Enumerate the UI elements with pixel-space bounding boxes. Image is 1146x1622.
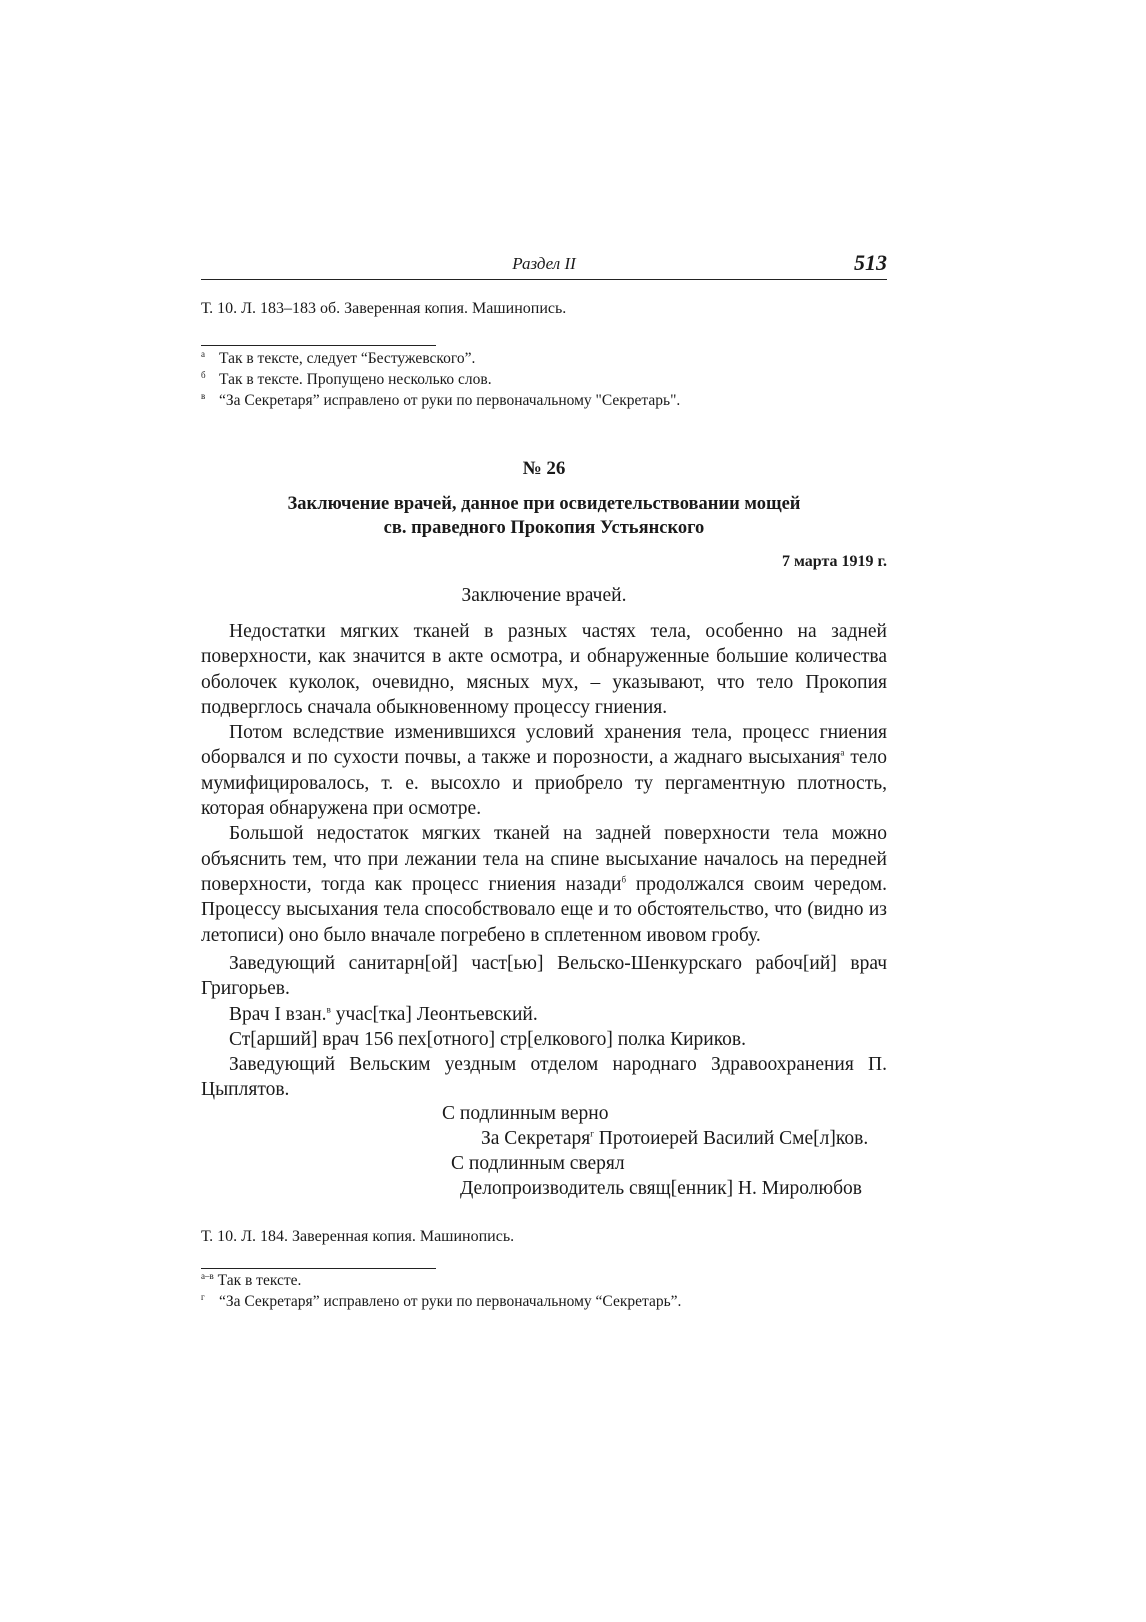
previous-footnotes [201, 348, 680, 411]
footnotes [201, 1270, 681, 1312]
footnote-rule [201, 1268, 436, 1269]
paragraph-text: продолжался своим чередом. Процессу высыхания тела способствовало еще и то обстоятельство, что (видно из летописи) оно было вначале погребено в сплетенном ивовом гробу. [201, 873, 887, 946]
certification-line: С подлинным сверял [451, 1153, 625, 1174]
document-body [201, 619, 887, 948]
paragraph [201, 720, 887, 821]
footnote-ref: г [590, 1128, 594, 1139]
certification-line: Делопроизводитель свящ[енник] Н. Миролюбов [460, 1178, 862, 1199]
document-title [201, 492, 887, 540]
footnote [201, 1270, 681, 1291]
signatories [201, 951, 887, 1103]
footnote-ref: б [621, 874, 627, 885]
signatory-text: Врач I взан. [229, 1003, 327, 1025]
certification-line [481, 1126, 868, 1151]
document-date: 7 марта 1919 г. [782, 553, 887, 570]
paragraph-text: Потом вследствие изменившихся условий хранения тела, процесс гниения оборвался и по сухости почвы, а также и порозности, а жаднаго высыхания [201, 722, 887, 769]
signatory: Заведующий санитарн[ой] част[ью] Вельско-Шенкурскаго рабоч[ий] врач Григорьев. [201, 953, 887, 1000]
signatory: Заведующий Вельским уездным отделом народнаго Здравоохранения П. Цыплятов. [201, 1054, 887, 1101]
footnote-text: “За Секретаря” исправлено от руки по первоначальному "Секретарь". [219, 392, 681, 409]
source-note: Т. 10. Л. 184. Заверенная копия. Машинопись. [201, 1228, 515, 1245]
header-rule [201, 279, 887, 280]
footnote-text: Так в тексте, следует “Бестужевского”. [219, 350, 476, 367]
document-subtitle: Заключение врачей. [461, 585, 627, 606]
footnote-ref: в [326, 1004, 331, 1015]
footnote-text: Так в тексте. [217, 1272, 302, 1289]
footnote-ref: а [840, 747, 845, 758]
section-title: Раздел II [512, 254, 576, 273]
paragraph: Недостатки мягких тканей в разных частях тела, особенно на задней поверхности, как значится в акте осмотра, и обнаруженные большие количества оболочек куколок, очевидно, мясных мух, – указывают, что тело Прокопия подверглось сначала обыкновенному процессу гниения. [201, 621, 887, 718]
previous-source-note: Т. 10. Л. 183–183 об. Заверенная копия. Машинопись. [201, 300, 567, 317]
footnote: $^б$ Так в тексте. Пропущено несколько слов. [201, 369, 492, 388]
footnote-text: “За Секретаря” исправлено от руки по первоначальному “Секретарь”. [219, 1293, 682, 1310]
certification-text: За Секретаря [481, 1128, 591, 1149]
footnote-rule [201, 345, 436, 346]
paragraph [201, 821, 887, 947]
document-title-line: Заключение врачей, данное при освидетельствовании мощей [287, 494, 801, 514]
footnote: $^в$ “За Секретаря” исправлено от руки по первоначальному "Секретарь". [201, 390, 681, 409]
certification-line: С подлинным верно [442, 1103, 609, 1124]
footnote-mark: а–в [201, 1270, 214, 1281]
certification-text: Протоиерей Василий Сме[л]ков. [593, 1128, 869, 1149]
document-title-line: св. праведного Прокопия Устьянского [383, 518, 705, 538]
document-number: № 26 [522, 458, 566, 479]
signatory [201, 1002, 887, 1027]
page-number: 513 [854, 250, 887, 275]
signatory: Ст[арший] врач 156 пех[отного] стр[елкового] полка Кириков. [229, 1028, 747, 1050]
footnote-text: Так в тексте. Пропущено несколько слов. [219, 371, 492, 388]
footnote: $^а$ Так в тексте, следует “Бестужевского”. [201, 348, 476, 367]
paragraph-text: Большой недостаток мягких тканей на задней поверхности тела можно объяснить тем, что при лежании тела на спине высыхание началось на передней поверхности, тогда как процесс гниения назади [201, 823, 887, 895]
footnote: $^г$ “За Секретаря” исправлено от руки по первоначальному “Секретарь”. [201, 1291, 682, 1310]
running-head [201, 252, 887, 278]
paragraph-text: тело мумифицировалось, т. е. высохло и приобрело ту пергаментную плотность, которая обнаружена при осмотре. [201, 747, 887, 820]
signatory-text: учас[тка] Леонтьевский. [330, 1003, 538, 1025]
